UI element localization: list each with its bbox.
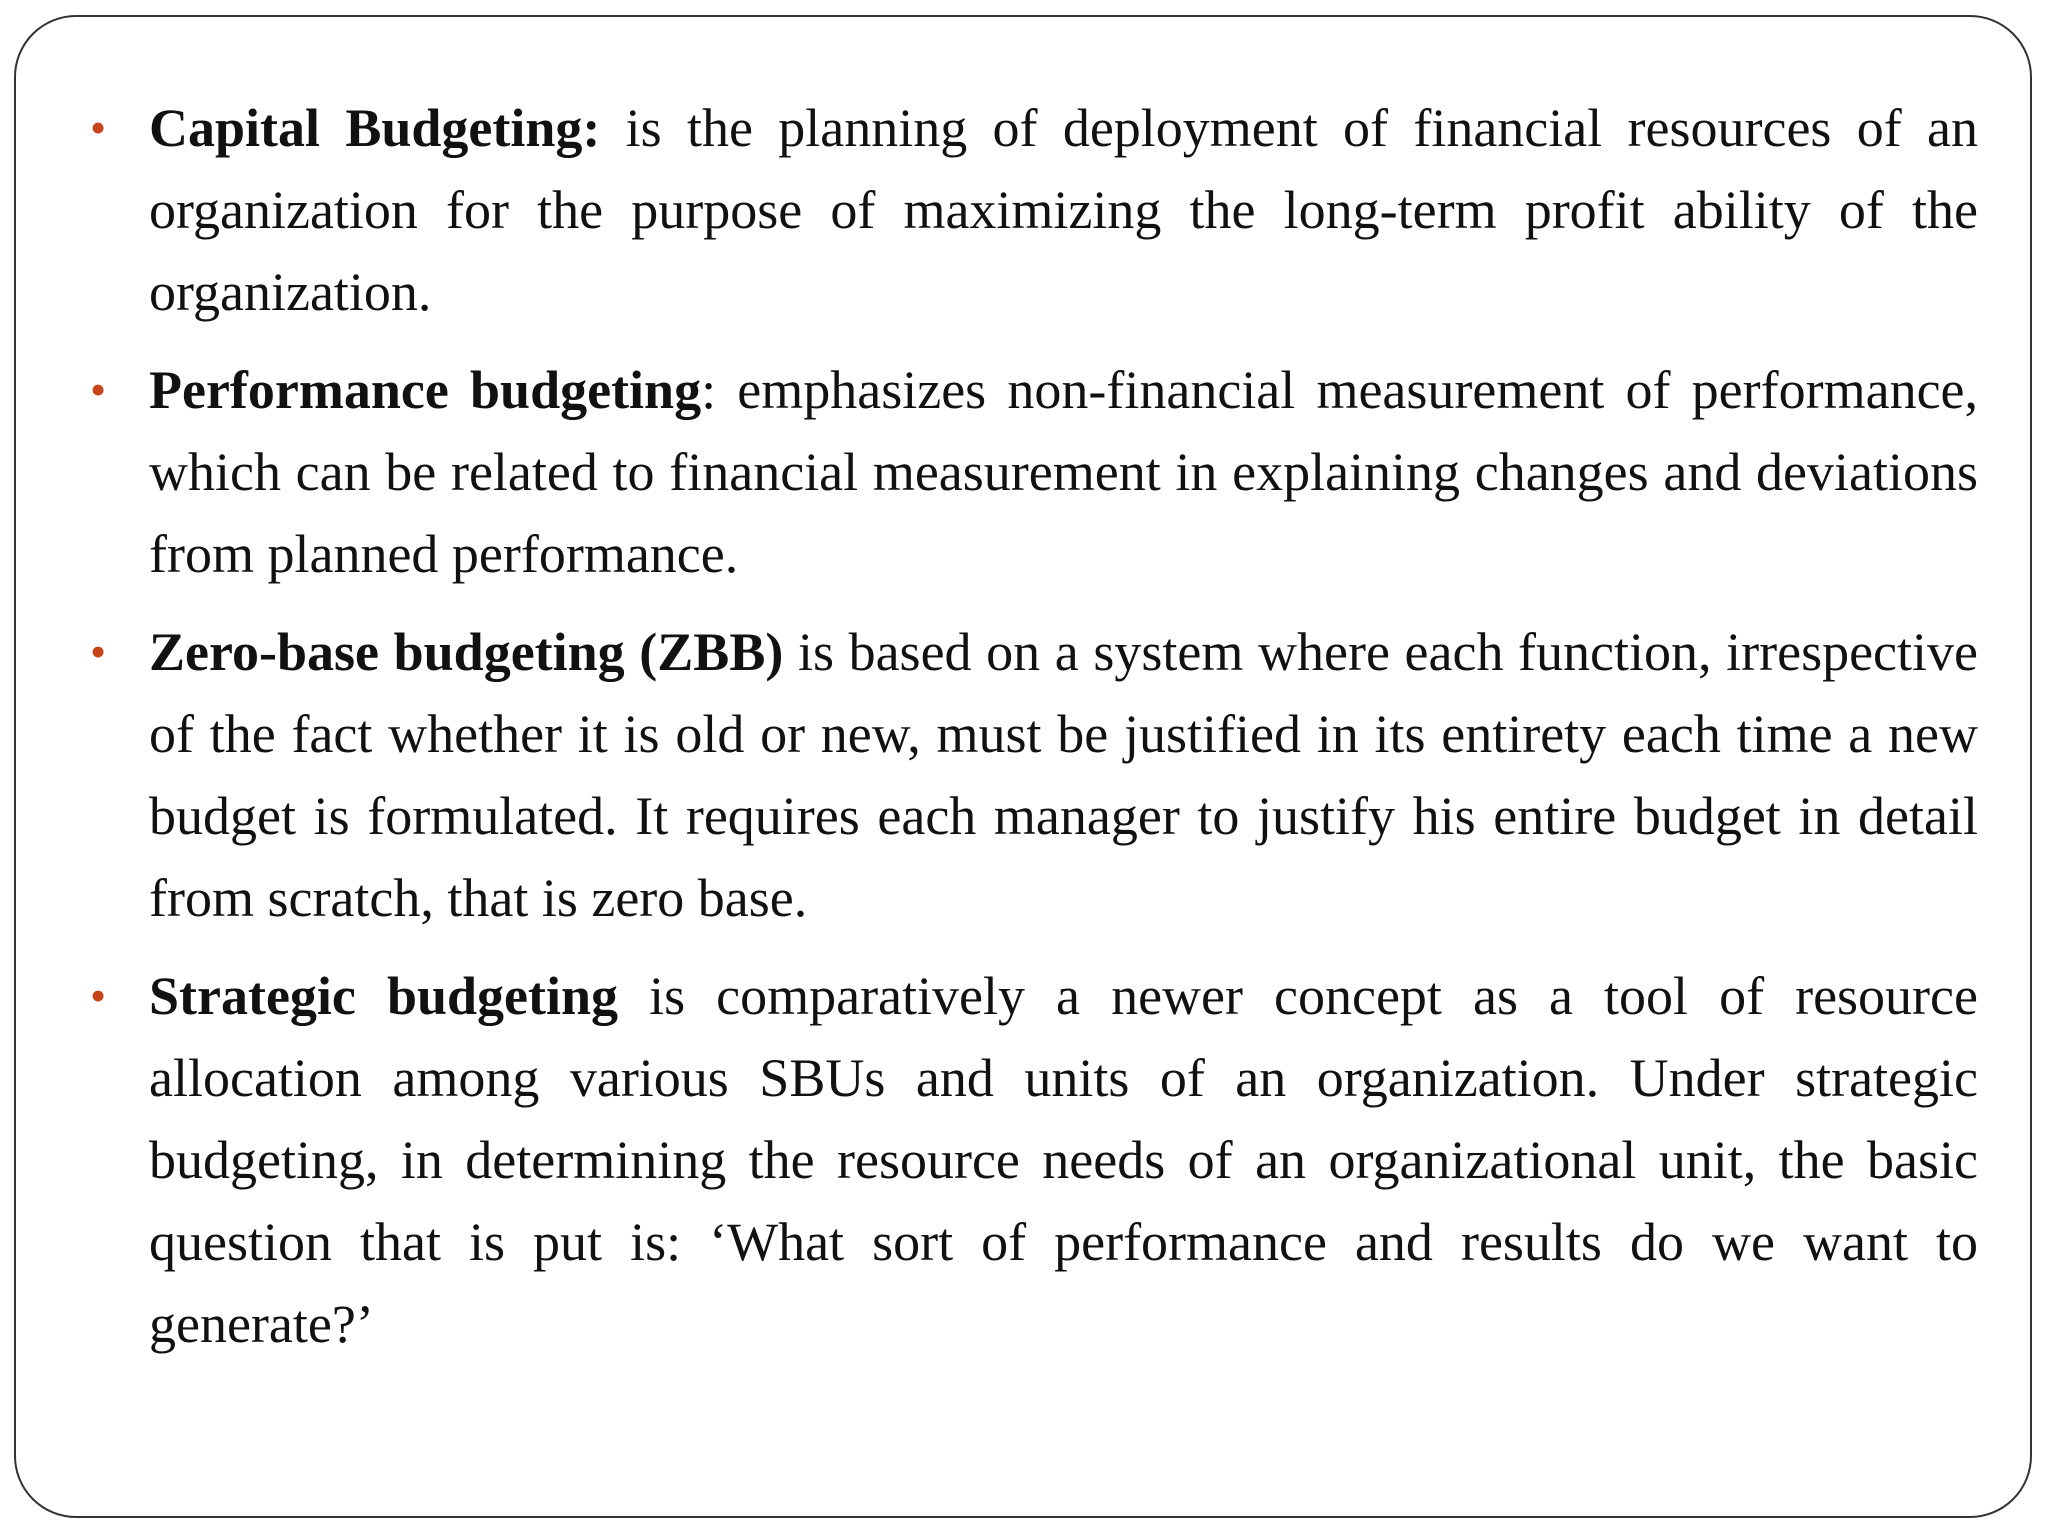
bullet-term: Capital Budgeting: (149, 98, 601, 158)
bullet-text (149, 611, 1978, 939)
slide-frame (14, 15, 2032, 1518)
bullet-dot-icon: • (90, 626, 107, 677)
bullet-description: is comparatively a newer concept as a tool of resource allocation among various SBUs and units of an organization. Under strategic budgeting, in determining the resource needs of an organizational unit, the basic question that is put is: ‘What sort of performance and results do we want to generate?’ (149, 966, 1978, 1354)
bullet-term: Performance budgeting (149, 360, 702, 420)
bullet-term: Strategic budgeting (149, 966, 619, 1026)
bullet-dot-icon: • (90, 364, 107, 415)
bullet-dot-icon: • (90, 102, 107, 153)
bullet-description: : emphasizes non-financial measurement of performance, which can be related to financial measurement in explaining changes and deviations from planned performance. (149, 360, 1978, 584)
bullet-performance-budgeting (90, 349, 1978, 595)
bullet-text (149, 349, 1978, 595)
bullet-capital-budgeting (90, 87, 1978, 333)
bullet-zero-base-budgeting (90, 611, 1978, 939)
bullet-strategic-budgeting (90, 955, 1978, 1365)
bullet-dot-icon: • (90, 970, 107, 1021)
bullet-description: is the planning of deployment of financial resources of an organization for the purpose of maximizing the long-term profit ability of the organization. (149, 98, 1978, 322)
bullet-text (149, 87, 1978, 333)
bullet-text (149, 955, 1978, 1365)
bullet-term: Zero-base budgeting (ZBB) (149, 622, 784, 682)
bullet-description: is based on a system where each function, irrespective of the fact whether it is old or new, must be justified in its entirety each time a new budget is formulated. It requires each manager to justify his entire budget in detail from scratch, that is zero base. (149, 622, 1978, 928)
bullet-list (90, 87, 1978, 1381)
